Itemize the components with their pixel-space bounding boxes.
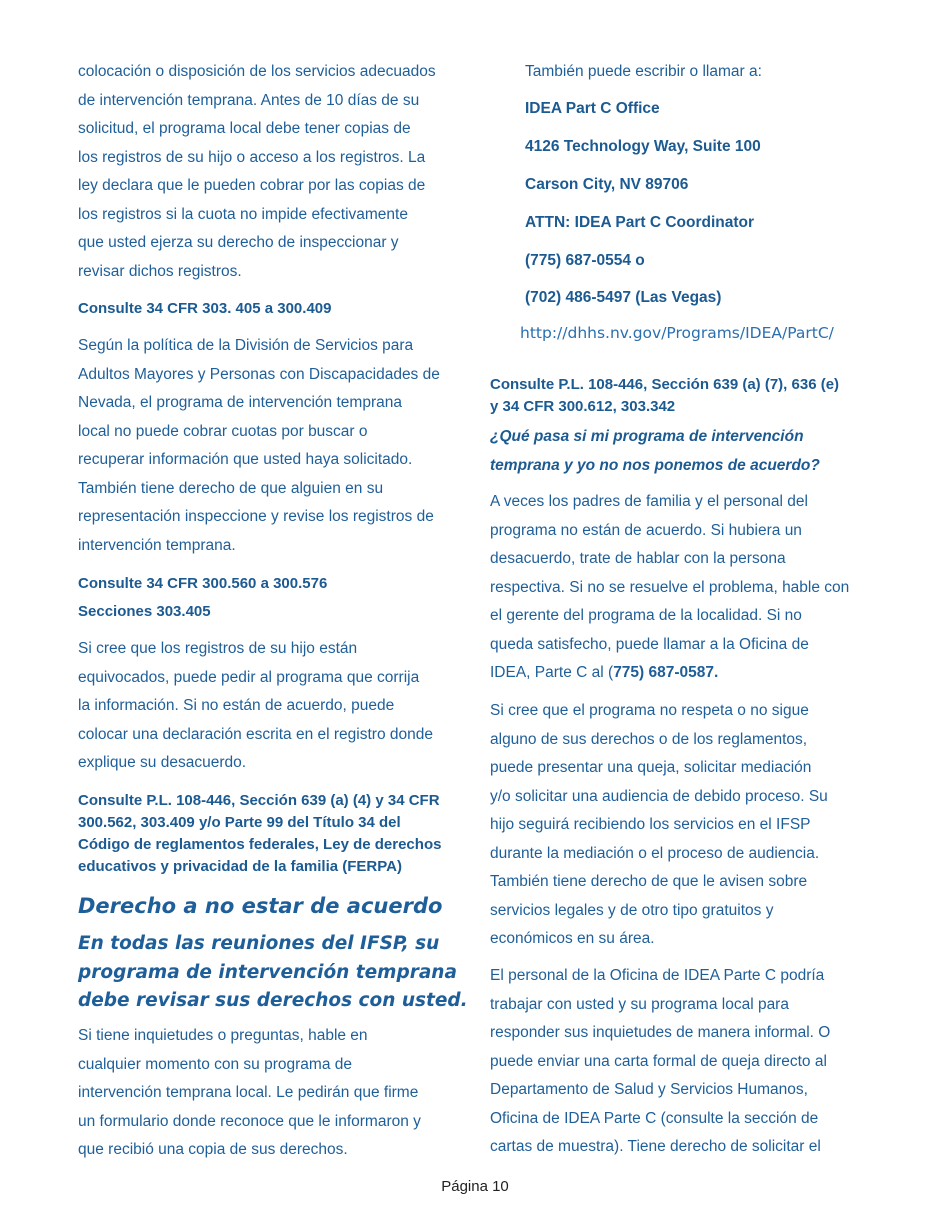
phone-carson-city: (775) 687-0554 o [525, 252, 645, 269]
idea-office-phone: 775) 687-0587. [613, 664, 719, 681]
section-subheading-ifsp: En todas las reuniones del IFSP, su programa de intervención temprana debe revisar sus derechos con usted. [78, 933, 468, 1011]
address-line-office: IDEA Part C Office [525, 100, 660, 117]
paragraph-concerns: Si tiene inquietudes o preguntas, hable en cualquier momento con su programa de intervención temprana local. Le pedirán que firme un formulario donde reconoce que le informaron y que recibió una copia de sus derechos. [78, 1027, 421, 1158]
address-line-city: Carson City, NV 89706 [525, 176, 689, 193]
paragraph-complaint-rights: Si cree que el programa no respeta o no sigue alguno de sus derechos o de los reglamentos, puede presentar una queja, solicitar mediación y/o solicitar una audiencia de debido proceso. Su hijo seguirá recibiendo los servicios en el IFSP durante la mediación o el proceso de audiencia. También tiene derecho de que le avisen sobre servicios legales y de otro tipo gratuitos y económicos en su área. [490, 702, 828, 947]
contact-intro: También puede escribir o llamar a: [525, 63, 762, 80]
paragraph-disagreement [490, 488, 849, 688]
citation-cfr-303-405: Consulte 34 CFR 303. 405 a 300.409 [78, 300, 332, 317]
paragraph-correct-records: Si cree que los registros de su hijo están equivocados, puede pedir al programa que corrija la información. Si no están de acuerdo, puede colocar una declaración escrita en el registro donde explique su desacuerdo. [78, 640, 433, 771]
page-number: Página 10 [441, 1178, 509, 1195]
paragraph-disagreement-text: A veces los padres de familia y el personal del programa no están de acuerdo. Si hubiera un desacuerdo, trate de hablar con la persona respectiva. Si no se resuelve el problema, hable con el gerente del programa de la localidad. Si no queda satisfecho, puede llamar a la Oficina de IDEA, Parte C al ( [490, 493, 850, 681]
address-line-street: 4126 Technology Way, Suite 100 [525, 138, 761, 155]
paragraph-records-access: colocación o disposición de los servicios adecuados de intervención temprana. Antes de 10 días de su solicitud, el programa local debe tener copias de los registros de su hijo o acceso a los registros. La ley declara que le pueden cobrar por las copias de los registros si la cuota no impide efectivamente que usted ejerza su derecho de inspeccionar y revisar dichos registros. [78, 63, 436, 280]
idea-website-link[interactable]: http://dhhs.nv.gov/Programs/IDEA/PartC/ [520, 324, 834, 342]
question-disagreement: ¿Qué pasa si mi programa de intervención temprana y yo no nos ponemos de acuerdo? [490, 428, 820, 474]
phone-las-vegas: (702) 486-5497 (Las Vegas) [525, 289, 722, 306]
citation-pl-108-446-639a7: Consulte P.L. 108-446, Sección 639 (a) (7), 636 (e) y 34 CFR 300.612, 303.342 [490, 376, 840, 415]
address-line-attn: ATTN: IDEA Part C Coordinator [525, 214, 755, 231]
paragraph-informal-resolution: El personal de la Oficina de IDEA Parte C podría trabajar con usted y su programa local para responder sus inquietudes de manera informal. O puede enviar una carta formal de queja directo al Departamento de Salud y Servicios Humanos, Oficina de IDEA Parte C (consulte la sección de cartas de muestra). Tiene derecho de solicitar el [490, 967, 831, 1155]
paragraph-fees-policy: Según la política de la División de Servicios para Adultos Mayores y Personas con Discapacidades de Nevada, el programa de intervención temprana local no puede cobrar cuotas por buscar o recuperar información que usted haya solicitado. También tiene derecho de que alguien en su representación inspeccione y revise los registros de intervención temprana. [78, 337, 440, 554]
section-heading-disagree: Derecho a no estar de acuerdo [78, 894, 443, 918]
citation-cfr-300-560: Consulte 34 CFR 300.560 a 300.576 Secciones 303.405 [78, 575, 328, 620]
citation-ferpa: Consulte P.L. 108-446, Sección 639 (a) (4) y 34 CFR 300.562, 303.409 y/o Parte 99 del Título 34 del Código de reglamentos federales, Ley de derechos educativos y privacidad de la familia (FERPA) [78, 792, 442, 875]
